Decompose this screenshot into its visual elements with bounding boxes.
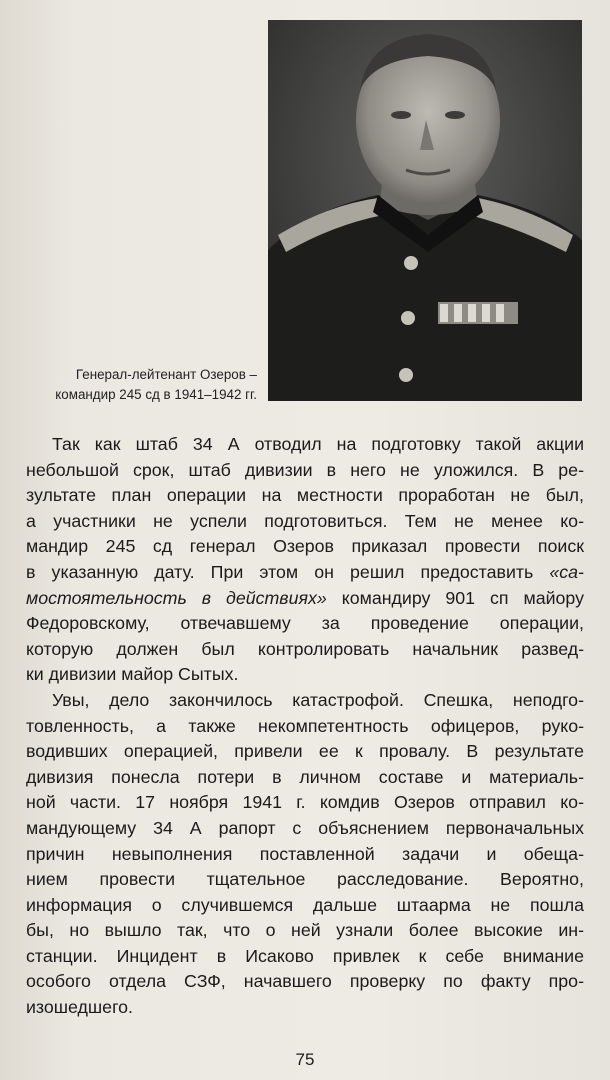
text-line: ной части. 17 ноября 1941 г. комдив Озеров отправил ко-	[26, 792, 584, 813]
text-line: нием провести тщательное расследование. Вероятно,	[26, 869, 584, 890]
paragraph-2	[26, 688, 584, 1021]
text-line: особого отдела СЗФ, начавшего проверку по факту про-	[26, 971, 584, 992]
text-line: мандующему 34 А рапорт с объяснением первоначальных	[26, 817, 584, 838]
body-text	[26, 432, 584, 1021]
portrait-photo	[268, 20, 582, 401]
italic-quote: мостоятельность в действиях»	[26, 587, 327, 608]
caption-line: командир 245 сд в 1941–1942 гг.	[55, 387, 257, 402]
text-line: небольшой срок, штаб дивизии в него не уложился. В ре-	[26, 459, 584, 480]
text-line: ки дивизии майор Сытых.	[26, 664, 239, 685]
page-number: 75	[295, 1050, 315, 1069]
photo-caption	[10, 365, 257, 405]
text-line: информация о случившемся дальше штаарма не пошла	[26, 894, 584, 915]
text-line: а участники не успели подготовиться. Тем не менее ко-	[26, 510, 584, 531]
text-segment: командиру 901 сп майору	[326, 587, 585, 608]
text-line: мандир 245 сд генерал Озеров приказал провести поиск	[26, 536, 584, 557]
text-line: которую должен был контролировать начальник развед-	[26, 638, 584, 659]
text-line: зультате план операции на местности проработан не был,	[26, 485, 584, 506]
italic-quote: «са-	[549, 561, 584, 582]
text-line: Так как штаб 34 А отводил на подготовку такой акции	[52, 434, 584, 454]
text-line: товленность, а также некомпетентность офицеров, руко-	[26, 715, 584, 736]
caption-line: Генерал-лейтенант Озеров –	[75, 367, 257, 382]
text-line: станции. Инцидент в Исаково привлек к себе внимание	[26, 945, 584, 966]
text-line: водивших операцией, привели ее к провалу. В результате	[26, 741, 584, 762]
text-segment: в указанную дату. При этом он решил предоставить	[26, 561, 534, 582]
text-line: бы, но вышло так, что о ней узнали более высокие ин-	[26, 920, 584, 941]
text-line	[26, 586, 584, 612]
text-line: Федоровскому, отвечавшему за проведение операции,	[26, 613, 584, 634]
text-line: изошедшего.	[26, 997, 133, 1018]
text-line: дивизия понесла потери в личном составе и материаль-	[26, 766, 584, 787]
text-line	[26, 560, 584, 586]
text-line: Увы, дело закончилось катастрофой. Спешка, неподго-	[52, 689, 584, 710]
paragraph-1	[26, 432, 584, 688]
text-line: причин невыполнения поставленной задачи и обеща-	[26, 843, 584, 864]
